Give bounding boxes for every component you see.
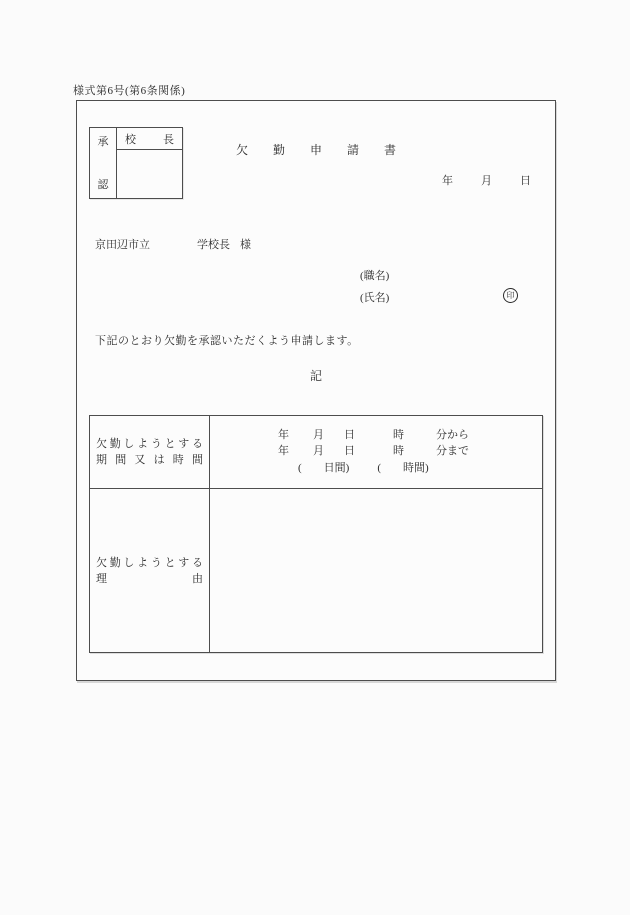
form-number-label: 様式第6号(第6条関係) <box>73 85 186 97</box>
from-year-label: 年 <box>278 429 289 441</box>
year-label: 年 <box>442 175 453 187</box>
period-label-line1: 欠勤しようとする <box>96 438 203 450</box>
addressee-line <box>95 236 251 252</box>
to-day-label: 日 <box>344 445 355 457</box>
period-from-line <box>278 427 542 443</box>
days-open-paren: ( <box>298 462 302 474</box>
signer-block <box>360 265 389 309</box>
reason-row <box>90 489 542 652</box>
to-month-label: 月 <box>313 445 324 457</box>
to-minute-label: 分まで <box>436 445 469 457</box>
from-day-label: 日 <box>344 429 355 441</box>
to-year-label: 年 <box>278 445 289 457</box>
statement-text: 下記のとおり欠勤を承認いただくよう申請します。 <box>95 335 359 347</box>
date-line <box>442 172 531 188</box>
approval-stamp-box <box>89 127 183 199</box>
day-label: 日 <box>520 175 531 187</box>
approval-label-bottom: 認 <box>97 179 109 191</box>
period-duration-line <box>278 460 542 476</box>
seal-char: 印 <box>506 290 515 300</box>
full-name-label: (氏名) <box>360 292 390 304</box>
hours-count-label: 時間) <box>403 462 429 474</box>
reason-label-cell <box>90 489 210 652</box>
reason-last-char: 由 <box>192 572 203 585</box>
approval-vertical-label <box>90 128 117 198</box>
hours-open-paren: ( <box>377 462 382 474</box>
reason-first-char: 理 <box>96 572 107 585</box>
absence-table <box>89 415 543 653</box>
principal-header-last-char: 長 <box>163 133 174 146</box>
record-heading: 記 <box>309 369 322 383</box>
reason-label-line2 <box>96 571 203 587</box>
from-month-label: 月 <box>313 429 324 441</box>
period-to-line <box>278 443 542 459</box>
form-title-text: 欠勤申請書 <box>235 143 421 157</box>
month-label: 月 <box>481 175 492 187</box>
addressee-honorific-label: 様 <box>240 239 251 251</box>
approval-label-top: 承 <box>97 136 109 148</box>
seal-icon <box>503 288 518 303</box>
period-label-cell <box>90 416 210 488</box>
from-minute-label: 分から <box>436 429 469 441</box>
from-hour-label: 時 <box>393 429 404 441</box>
absence-application-form <box>76 100 556 681</box>
period-value-cell <box>210 416 542 488</box>
approval-right-column <box>117 128 182 198</box>
reason-label-line1: 欠勤しようとする <box>96 556 203 569</box>
days-count-label: 日間) <box>323 462 350 474</box>
principal-header-first-char: 校 <box>125 133 136 146</box>
addressee-principal-label: 学校長 <box>197 239 230 251</box>
addressee-city-label: 京田辺市立 <box>95 239 150 251</box>
form-title <box>77 141 555 158</box>
position-name-label: (職名) <box>360 270 390 282</box>
period-label-line2: 期間又は時間 <box>96 454 203 466</box>
to-hour-label: 時 <box>393 445 404 457</box>
period-row <box>90 416 542 489</box>
reason-value-cell <box>210 489 542 652</box>
